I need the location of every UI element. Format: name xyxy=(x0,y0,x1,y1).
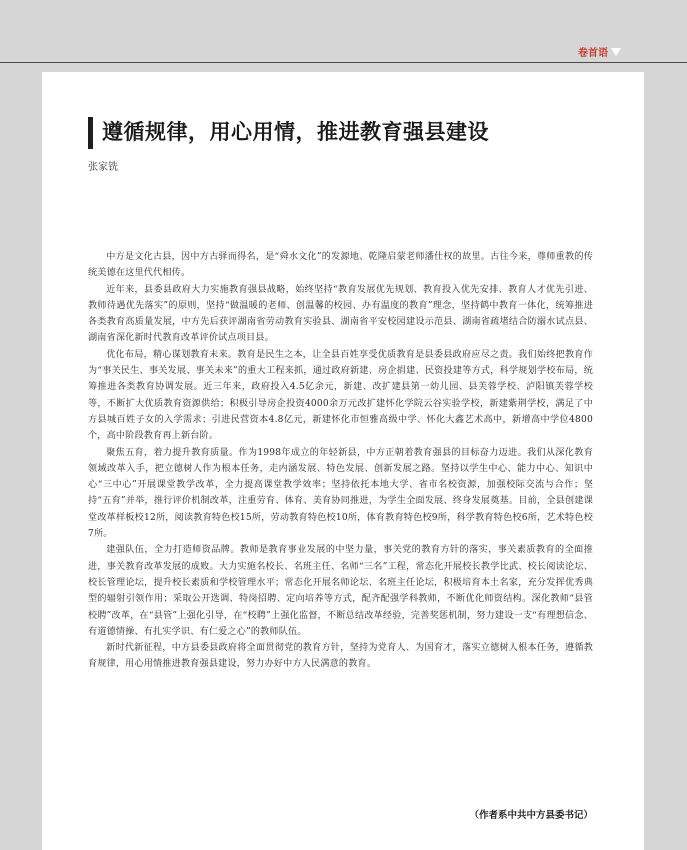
article-body xyxy=(88,249,593,673)
title-accent-bar xyxy=(88,117,93,149)
body-paragraph: 聚焦五育，着力提升教育质量。作为1998年成立的年轻新县，中方正朝着教育强县的目标奋力迈进。我们从深化教育领域改革入手，把立德树人作为根本任务，走内涵发展、特色发展、创新发展之路。坚持以学生中心、能力中心、知识中心“三中心”开展课堂教学改革，全力提高课堂教学效率；坚持依托本地大学、省市名校资源，加强校际交流与合作；坚持“五育”并举，推行评价机制改革，注重劳育、体育、美育协同推进，为学生全面发展、终身发展奠基。目前，全县创建课堂改革样板校12所，阅读教育特色校15所，劳动教育特色校10所，体育教育特色校9所，科学教育特色校6所，艺术特色校7所。 xyxy=(88,447,593,540)
section-label: 卷首语 xyxy=(578,48,608,59)
body-paragraph: 新时代新征程，中方县委县政府将全面贯彻党的教育方针，坚持为党育人、为国育才，落实立德树人根本任务，遵循教育规律，用心用情推进教育强县建设，努力办好中方人民满意的教育。 xyxy=(88,643,593,670)
triangle-down-icon xyxy=(611,48,621,56)
author-signature: （作者系中共中方县委书记） xyxy=(469,810,593,821)
body-paragraph: 优化布局，精心谋划教育未来。教育是民生之本，让全县百姓享受优质教育是县委县政府应尽之责。我们始终把教育作为“事关民生、事关发展、事关未来”的重大工程来抓，通过政府新建、房企捐建、民资投建等方式，科学规划学校布局，统筹推进各类教育协调发展。近三年来，政府投入4.5亿余元，新建、改扩建县第一幼儿园、县芙蓉学校、泸阳镇芙蓉学校等，不断扩大优质教育资源供给；积极引导房企投资4000余万元改扩建怀化学院云谷实验学校，新建紫荆学校，满足了中方县城百姓子女的入学需求；引进民营资本4.8亿元，新建怀化市恒雅高级中学、怀化大鑫艺术高中，新增高中学位4800个，高中阶段教育再上新台阶。 xyxy=(88,349,593,442)
body-paragraph: 近年来，县委县政府大力实施教育强县战略，始终坚持“教育发展优先规划、教育投入优先安排、教育人才优先引进、教师待遇优先落实”的原则，坚持“做温暖的老师、创温馨的校园、办有温度的教育”理念，坚持鹤中教育一体化，统筹推进各类教育高质量发展，中方先后获评湖南省劳动教育实验县、湖南省平安校园建设示范县、湖南省疏堵结合防溺水试点县、湖南省深化新时代教育改革评价试点项目县。 xyxy=(88,284,593,344)
section-tag xyxy=(578,44,621,59)
article-author: 张家铣 xyxy=(88,162,118,173)
body-paragraph: 建强队伍，全力打造师资品牌。教师是教育事业发展的中坚力量，事关党的教育方针的落实，事关素质教育的全面推进，事关教育改革发展的成败。大力实施名校长、名班主任、名师“三名”工程，常态化开展校长教学比武、校长阅读论坛、校长管理论坛，提升校长素质和学校管理水平；常态化开展名师论坛、名班主任论坛，积极培育本土名家，充分发挥优秀典型的辐射引领作用；采取公开选调、特岗招聘、定向培养等方式，配齐配强学科教师，不断优化师资结构。深化教师“县管校聘”改革，在“县管”上强化引导，在“校聘”上强化监督，不断总结改革经验，完善奖惩机制，努力建设一支“有理想信念、有道德情操、有扎实学识、有仁爱之心”的教师队伍。 xyxy=(88,545,593,637)
article-page xyxy=(42,72,644,850)
article-title: 遵循规律，用心用情，推进教育强县建设 xyxy=(102,120,489,144)
body-paragraph: 中方是文化古县，因中方古驿而得名，是“舜水文化”的发源地、乾隆启蒙老师潘仕权的故里。古往今来，尊师重教的传统美德在这里代代相传。 xyxy=(88,252,593,279)
